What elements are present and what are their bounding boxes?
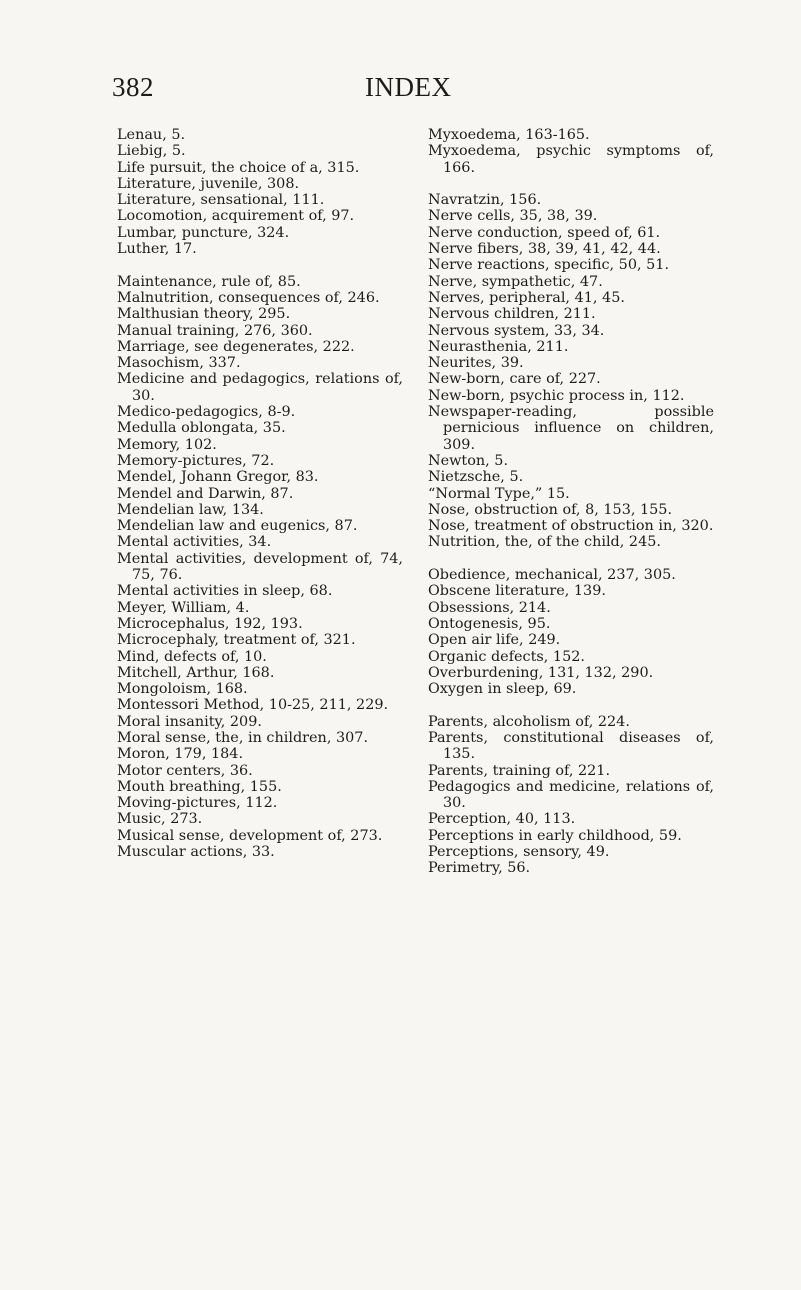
index-entry: Obscene literature, 139. [428,583,606,600]
index-entry: Moral insanity, 209. [117,713,262,730]
section-gap [428,697,714,713]
index-entry: Nerves, peripheral, 41, 45. [428,289,625,306]
index-entry: New-born, psychic process in, 112. [428,387,685,404]
index-entry: Perceptions, sensory, 49. [428,844,610,861]
running-title: INDEX [365,72,452,102]
index-entry: Mendel and Darwin, 87. [117,485,294,502]
index-entry: Perceptions in early childhood, 59. [428,827,682,844]
index-entry: Montessori Method, 10-25, 211, 229. [117,697,389,714]
index-entry: New-born, care of, 227. [428,371,601,388]
index-entry: Nose, obstruction of, 8, 153, 155. [428,501,673,518]
index-entry: Moving-pictures, 112. [117,795,278,812]
index-entry: Organic defects, 152. [428,648,585,665]
index-entry: Memory, 102. [117,436,217,453]
index-entry: Mongoloism, 168. [117,681,248,698]
index-entry: Luther, 17. [117,241,197,258]
index-entry: Manual training, 276, 360. [117,322,313,339]
index-entry: Nervous children, 211. [428,306,596,323]
index-entry: Mendelian law, 134. [117,501,264,518]
index-entry: Microcephalus, 192, 193. [117,615,303,632]
index-entry: Lenau, 5. [117,127,186,143]
index-entry: Literature, sensational, 111. [117,192,325,209]
index-entry: Nutrition, the, of the child, 245. [428,534,661,551]
index-entry: Parents, training of, 221. [428,762,611,779]
index-entry: Medico-pedagogics, 8-9. [117,404,296,421]
index-entry: Music, 273. [117,811,203,828]
index-entry: Neurasthenia, 211. [428,338,569,355]
index-entry: Medulla oblongata, 35. [117,420,286,437]
index-entry: Microcephaly, treatment of, 321. [117,632,356,649]
index-entry: Malthusian theory, 295. [117,306,291,323]
index-entry: Memory-pictures, 72. [117,452,275,469]
index-entry: Parents, alcoholism of, 224. [428,713,630,730]
index-entry: Open air life, 249. [428,632,561,649]
index-entry: Musical sense, development of, 273. [117,827,383,844]
index-entry: Parents, constitutional diseases of, 135. [428,729,714,763]
index-entry: Overburdening, 131, 132, 290. [428,664,654,681]
index-entry: Nerve cells, 35, 38, 39. [428,208,598,225]
index-entry: Medicine and pedagogics, relations of, 30. [117,371,403,404]
index-entry: Mental activities in sleep, 68. [117,583,333,600]
index-entry: Nerve conduction, speed of, 61. [428,224,661,241]
index-entry: Masochism, 337. [117,355,241,372]
index-entry: Perimetry, 56. [428,860,531,877]
index-column-left [117,127,403,860]
index-entry: Muscular actions, 33. [117,844,275,861]
section-gap [117,257,403,273]
page-number: 382 [112,72,154,102]
index-entry: Obedience, mechanical, 237, 305. [428,567,676,584]
index-entry: Liebig, 5. [117,143,186,160]
index-entry: Meyer, William, 4. [117,599,250,616]
index-entry: Nose, treatment of obstruction in, 320. [428,518,714,535]
index-entry: Nerve, sympathetic, 47. [428,273,603,290]
index-entry: Newspaper-reading, possible pernicious influence on children, 309. [428,404,714,453]
index-entry: Moron, 179, 184. [117,746,244,763]
index-entry: Literature, juvenile, 308. [117,175,300,192]
index-entry: Pedagogics and medicine, relations of, 30. [428,778,714,812]
index-entry: Oxygen in sleep, 69. [428,681,577,698]
index-entry: Myxoedema, psychic symptoms of, 166. [428,143,714,176]
index-entry: Mendelian law and eugenics, 87. [117,518,358,535]
index-entry: Mental activities, development of, 74, 75, 76. [117,550,403,584]
section-gap [428,176,714,192]
index-entry: Maintenance, rule of, 85. [117,273,301,290]
index-entry: Moral sense, the, in children, 307. [117,729,369,746]
section-gap [428,551,714,567]
index-entry: Newton, 5. [428,452,509,469]
page-header [112,72,712,106]
index-entry: Life pursuit, the choice of a, 315. [117,159,360,176]
index-entry: Nervous system, 33, 34. [428,322,605,339]
index-entry: Mental activities, 34. [117,534,272,551]
index-entry: Neurites, 39. [428,355,524,372]
index-entry: Obsessions, 214. [428,599,551,616]
index-entry: “Normal Type,” 15. [428,485,570,502]
index-entry: Motor centers, 36. [117,762,253,779]
index-entry: Navratzin, 156. [428,192,542,209]
index-entry: Perception, 40, 113. [428,811,576,828]
index-entry: Mind, defects of, 10. [117,648,267,665]
index-entry: Nietzsche, 5. [428,469,524,486]
index-entry: Marriage, see degenerates, 222. [117,338,355,355]
index-entry: Malnutrition, consequences of, 246. [117,289,380,306]
index-entry: Locomotion, acquirement of, 97. [117,208,355,225]
index-entry: Lumbar, puncture, 324. [117,224,290,241]
index-entry: Ontogenesis, 95. [428,615,551,632]
index-entry: Nerve reactions, specific, 50, 51. [428,257,670,274]
index-entry: Myxoedema, 163-165. [428,127,590,143]
index-entry: Mitchell, Arthur, 168. [117,664,275,681]
index-entry: Mouth breathing, 155. [117,778,282,795]
index-entry: Nerve fibers, 38, 39, 41, 42, 44. [428,241,661,258]
index-column-right [428,127,714,877]
index-entry: Mendel, Johann Gregor, 83. [117,469,319,486]
